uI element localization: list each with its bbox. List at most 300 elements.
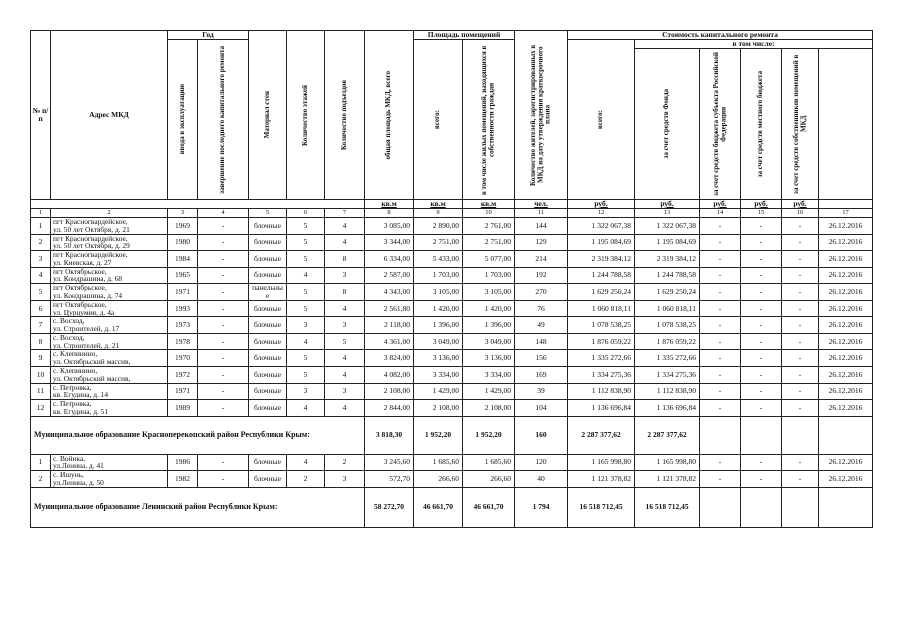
header-wall: Материал стен bbox=[249, 31, 287, 200]
row-floors: 4 bbox=[287, 454, 325, 471]
row-planned-date: 26.12.2016 bbox=[819, 333, 873, 350]
row-residential-area: 1 420,00 bbox=[463, 300, 515, 317]
row-cost-total: 1 876 059,22 bbox=[568, 333, 635, 350]
address-line-2: ул. 50 лет Октября, д. 21 bbox=[53, 224, 130, 234]
mun-cost-fund: 16 518 712,45 bbox=[635, 487, 700, 527]
header-area-residential: в том числе жилых помещений, находящихся в собственности граждан bbox=[463, 40, 515, 200]
row-planned-date: 26.12.2016 bbox=[819, 300, 873, 317]
row-floors: 4 bbox=[287, 267, 325, 284]
row-wall-material: блочные bbox=[249, 471, 287, 488]
row-cost-fund: 1 322 067,38 bbox=[635, 218, 700, 235]
mun-cost: 16 518 712,45 bbox=[568, 487, 635, 527]
row-wall-material: блочные bbox=[249, 350, 287, 367]
row-cost-local: - bbox=[741, 471, 782, 488]
row-cost-owners: - bbox=[782, 218, 819, 235]
address-line-2: ул. Кондрашина, д. 74 bbox=[53, 291, 123, 300]
row-year-operation: 1970 bbox=[168, 350, 198, 367]
row-cost-federal: - bbox=[700, 267, 741, 284]
column-numbers-row bbox=[31, 209, 873, 218]
row-cost-total: 1 195 084,69 bbox=[568, 234, 635, 251]
address-line-2: ул. Киевская, д. 27 bbox=[53, 257, 112, 267]
row-cost-fund: 1 136 696,84 bbox=[635, 400, 700, 417]
row-cost-federal: - bbox=[700, 251, 741, 268]
row-year-operation: 1978 bbox=[168, 333, 198, 350]
row-number: 4 bbox=[31, 267, 51, 284]
row-area: 5 433,00 bbox=[414, 251, 463, 268]
address-line-1: с. Войнка, bbox=[53, 454, 86, 463]
row-cost-total: 1 165 998,80 bbox=[568, 454, 635, 471]
row-entrances: 4 bbox=[325, 234, 365, 251]
row-cost-fund: 1 121 378,82 bbox=[635, 471, 700, 488]
row-floors: 3 bbox=[287, 317, 325, 334]
row-total-area: 3 085,00 bbox=[365, 218, 414, 235]
row-cost-federal: - bbox=[700, 471, 741, 488]
row-year-operation: 1965 bbox=[168, 267, 198, 284]
address-line-2: ул. Строителей, д. 21 bbox=[53, 340, 120, 350]
address-line-1: пгт Октябрьское, bbox=[53, 267, 107, 276]
row-area: 3 334,00 bbox=[414, 367, 463, 384]
row-address bbox=[51, 284, 168, 301]
row-residents: 104 bbox=[515, 400, 568, 417]
row-total-area: 4 082,00 bbox=[365, 367, 414, 384]
row-residential-area: 2 761,00 bbox=[463, 218, 515, 235]
row-planned-date: 26.12.2016 bbox=[819, 218, 873, 235]
row-residents: 192 bbox=[515, 267, 568, 284]
mun-cost: 2 287 377,62 bbox=[568, 416, 635, 454]
row-cost-fund: 1 335 272,66 bbox=[635, 350, 700, 367]
unit-cell: руб. bbox=[700, 200, 741, 209]
row-address bbox=[51, 218, 168, 235]
row-number: 7 bbox=[31, 317, 51, 334]
table-row bbox=[31, 300, 873, 317]
row-cost-local: - bbox=[741, 333, 782, 350]
row-cost-fund: 2 319 384,12 bbox=[635, 251, 700, 268]
row-address bbox=[51, 267, 168, 284]
mun-residential-area: 1 952,20 bbox=[463, 416, 515, 454]
row-floors: 5 bbox=[287, 350, 325, 367]
row-planned-date: 26.12.2016 bbox=[819, 383, 873, 400]
row-number: 11 bbox=[31, 383, 51, 400]
row-cost-federal: - bbox=[700, 400, 741, 417]
row-cost-owners: - bbox=[782, 333, 819, 350]
col-number: 16 bbox=[782, 209, 819, 218]
row-number: 6 bbox=[31, 300, 51, 317]
row-cost-federal: - bbox=[700, 333, 741, 350]
col-number: 13 bbox=[635, 209, 700, 218]
row-cost-owners: - bbox=[782, 234, 819, 251]
row-year-operation: 1973 bbox=[168, 317, 198, 334]
row-cost-fund: 1 165 998,80 bbox=[635, 454, 700, 471]
row-area: 3 136,00 bbox=[414, 350, 463, 367]
row-cost-federal: - bbox=[700, 234, 741, 251]
mun-total-area: 58 272,70 bbox=[365, 487, 414, 527]
row-address bbox=[51, 333, 168, 350]
row-planned-date: 26.12.2016 bbox=[819, 251, 873, 268]
row-residents: 129 bbox=[515, 234, 568, 251]
row-year-operation: 1993 bbox=[168, 300, 198, 317]
address-line-2: ул. Октябрьский массив, bbox=[53, 357, 131, 367]
row-total-area: 4 343,00 bbox=[365, 284, 414, 301]
col-number: 6 bbox=[287, 209, 325, 218]
header-year-group: Год bbox=[168, 31, 249, 40]
row-floors: 5 bbox=[287, 367, 325, 384]
row-address bbox=[51, 400, 168, 417]
row-last-repair: - bbox=[198, 400, 249, 417]
unit-cell: кв.м bbox=[365, 200, 414, 209]
header-cost-total: всего: bbox=[568, 40, 635, 200]
row-cost-owners: - bbox=[782, 367, 819, 384]
row-area: 1 703,00 bbox=[414, 267, 463, 284]
table-row bbox=[31, 317, 873, 334]
row-entrances: 3 bbox=[325, 267, 365, 284]
row-planned-date: 26.12.2016 bbox=[819, 234, 873, 251]
row-last-repair: - bbox=[198, 367, 249, 384]
header-cost-group: Стоимость капитального ремонта bbox=[568, 31, 873, 40]
row-cost-owners: - bbox=[782, 400, 819, 417]
address-line-1: пгт Красногвардейское, bbox=[53, 250, 128, 260]
row-cost-fund: 1 334 275,36 bbox=[635, 367, 700, 384]
row-area: 266,60 bbox=[414, 471, 463, 488]
table-row bbox=[31, 267, 873, 284]
row-year-operation: 1986 bbox=[168, 454, 198, 471]
table-body-krasnogvardeysky bbox=[31, 218, 873, 417]
row-last-repair: - bbox=[198, 234, 249, 251]
row-entrances: 2 bbox=[325, 454, 365, 471]
address-line-2: ул. Октябрьский массив, bbox=[53, 373, 131, 383]
row-address bbox=[51, 234, 168, 251]
row-residents: 76 bbox=[515, 300, 568, 317]
row-residential-area: 2 751,00 bbox=[463, 234, 515, 251]
header-total-area: общая площадь МКД, всего bbox=[365, 31, 414, 200]
table-row bbox=[31, 251, 873, 268]
row-number: 1 bbox=[31, 218, 51, 235]
table-row bbox=[31, 471, 873, 488]
unit-cell: чел. bbox=[515, 200, 568, 209]
col-number: 2 bbox=[51, 209, 168, 218]
mun-area: 1 952,20 bbox=[414, 416, 463, 454]
row-year-operation: 1989 bbox=[168, 400, 198, 417]
row-cost-fund: 1 876 059,22 bbox=[635, 333, 700, 350]
row-area: 2 751,00 bbox=[414, 234, 463, 251]
address-line-1: пгт Октябрьское, bbox=[53, 283, 107, 293]
address-line-2: ул. 50 лет Октября, д. 29 bbox=[53, 241, 130, 251]
address-line-2: кв. Егудина, д. 14 bbox=[53, 390, 109, 400]
row-cost-federal: - bbox=[700, 367, 741, 384]
mun-total-area: 3 818,30 bbox=[365, 416, 414, 454]
row-wall-material: блочные bbox=[249, 267, 287, 284]
address-line-1: с. Петровка, bbox=[53, 399, 92, 409]
row-last-repair: - bbox=[198, 300, 249, 317]
row-cost-federal: - bbox=[700, 383, 741, 400]
row-address bbox=[51, 300, 168, 317]
row-cost-local: - bbox=[741, 400, 782, 417]
row-area: 3 049,00 bbox=[414, 333, 463, 350]
row-cost-federal: - bbox=[700, 350, 741, 367]
row-total-area: 2 118,00 bbox=[365, 317, 414, 334]
row-year-operation: 1969 bbox=[168, 218, 198, 235]
row-total-area: 3 344,00 bbox=[365, 234, 414, 251]
row-cost-fund: 1 629 250,24 bbox=[635, 284, 700, 301]
row-entrances: 3 bbox=[325, 471, 365, 488]
table-body-krasnoperekopsky bbox=[31, 454, 873, 487]
row-floors: 5 bbox=[287, 234, 325, 251]
capital-repair-table bbox=[30, 30, 873, 528]
row-number: 2 bbox=[31, 234, 51, 251]
col-number: 1 bbox=[31, 209, 51, 218]
row-wall-material: блочные bbox=[249, 234, 287, 251]
row-wall-material: блочные bbox=[249, 317, 287, 334]
row-cost-federal: - bbox=[700, 454, 741, 471]
row-cost-local: - bbox=[741, 317, 782, 334]
address-line-1: с. Восход, bbox=[53, 316, 85, 326]
row-area: 3 105,00 bbox=[414, 284, 463, 301]
row-cost-fund: 1 112 838,90 bbox=[635, 383, 700, 400]
row-planned-date: 26.12.2016 bbox=[819, 471, 873, 488]
unit-cell: кв.м bbox=[463, 200, 515, 209]
row-cost-owners: - bbox=[782, 267, 819, 284]
header-cost-owners: за счет средств собственников помещений в МКД bbox=[782, 49, 819, 200]
header-cost-local: за счет средств местного бюджета bbox=[741, 49, 782, 200]
municipality-row-1 bbox=[31, 416, 873, 454]
row-cost-local: - bbox=[741, 284, 782, 301]
col-number: 8 bbox=[365, 209, 414, 218]
row-entrances: 4 bbox=[325, 367, 365, 384]
header-year-last-repair: завершение последнего капитального ремонта bbox=[198, 40, 249, 200]
row-number: 1 bbox=[31, 454, 51, 471]
row-last-repair: - bbox=[198, 471, 249, 488]
address-line-1: с. Восход, bbox=[53, 333, 85, 342]
row-cost-total: 1 244 788,58 bbox=[568, 267, 635, 284]
row-cost-federal: - bbox=[700, 317, 741, 334]
row-residential-area: 3 136,00 bbox=[463, 350, 515, 367]
row-cost-local: - bbox=[741, 300, 782, 317]
row-cost-federal: - bbox=[700, 284, 741, 301]
unit-cell: руб. bbox=[635, 200, 700, 209]
row-planned-date: 26.12.2016 bbox=[819, 454, 873, 471]
row-number: 9 bbox=[31, 350, 51, 367]
row-wall-material: блочные bbox=[249, 218, 287, 235]
row-cost-owners: - bbox=[782, 284, 819, 301]
header-year-operation: ввода в эксплуатацию bbox=[168, 40, 198, 200]
row-residential-area: 2 108,00 bbox=[463, 400, 515, 417]
col-number: 9 bbox=[414, 209, 463, 218]
unit-cell: руб. bbox=[568, 200, 635, 209]
table-row bbox=[31, 218, 873, 235]
row-total-area: 2 561,80 bbox=[365, 300, 414, 317]
table-row bbox=[31, 284, 873, 301]
row-year-operation: 1972 bbox=[168, 367, 198, 384]
row-entrances: 8 bbox=[325, 251, 365, 268]
address-line-1: пгт Октябрьское, bbox=[53, 300, 107, 309]
row-residential-area: 5 077,00 bbox=[463, 251, 515, 268]
row-last-repair: - bbox=[198, 284, 249, 301]
row-residents: 40 bbox=[515, 471, 568, 488]
mun-area: 46 661,70 bbox=[414, 487, 463, 527]
mun-cost-fund: 2 287 377,62 bbox=[635, 416, 700, 454]
unit-cell: руб. bbox=[782, 200, 819, 209]
header-area-all: всего: bbox=[414, 40, 463, 200]
table-row bbox=[31, 383, 873, 400]
row-total-area: 2 108,00 bbox=[365, 383, 414, 400]
row-entrances: 4 bbox=[325, 350, 365, 367]
row-entrances: 4 bbox=[325, 218, 365, 235]
municipality-label: Муниципальное образование Красноперекопский район Республики Крым: bbox=[31, 416, 365, 454]
row-last-repair: - bbox=[198, 317, 249, 334]
col-number: 12 bbox=[568, 209, 635, 218]
header-area-group: Площадь помещений bbox=[414, 31, 515, 40]
col-number: 3 bbox=[168, 209, 198, 218]
row-cost-total: 1 335 272,66 bbox=[568, 350, 635, 367]
row-year-operation: 1971 bbox=[168, 383, 198, 400]
row-floors: 4 bbox=[287, 400, 325, 417]
row-residents: 49 bbox=[515, 317, 568, 334]
row-area: 2 108,00 bbox=[414, 400, 463, 417]
row-number: 5 bbox=[31, 284, 51, 301]
address-line-2: ул.Ленина, д. 50 bbox=[53, 477, 104, 487]
row-residential-area: 1 396,00 bbox=[463, 317, 515, 334]
header-including: в том числе: bbox=[635, 40, 873, 49]
header-entrances: Количество подъездов bbox=[325, 31, 365, 200]
row-last-repair: - bbox=[198, 267, 249, 284]
row-cost-total: 1 121 378,82 bbox=[568, 471, 635, 488]
address-line-2: кв. Егудина, д. 51 bbox=[53, 406, 109, 416]
row-floors: 2 bbox=[287, 471, 325, 488]
unit-cell: руб. bbox=[741, 200, 782, 209]
row-cost-total: 2 319 384,12 bbox=[568, 251, 635, 268]
mun-residents: 1 794 bbox=[515, 487, 568, 527]
row-planned-date: 26.12.2016 bbox=[819, 367, 873, 384]
row-area: 1 685,60 bbox=[414, 454, 463, 471]
row-last-repair: - bbox=[198, 383, 249, 400]
mun-residential-area: 46 661,70 bbox=[463, 487, 515, 527]
row-residential-area: 1 703,00 bbox=[463, 267, 515, 284]
municipality-row-2 bbox=[31, 487, 873, 527]
row-planned-date: 26.12.2016 bbox=[819, 267, 873, 284]
row-cost-owners: - bbox=[782, 383, 819, 400]
row-address bbox=[51, 251, 168, 268]
row-total-area: 6 334,00 bbox=[365, 251, 414, 268]
table-row bbox=[31, 454, 873, 471]
col-number: 4 bbox=[198, 209, 249, 218]
row-wall-material: блочные bbox=[249, 300, 287, 317]
row-number: 3 bbox=[31, 251, 51, 268]
table-row bbox=[31, 400, 873, 417]
row-total-area: 2 844,00 bbox=[365, 400, 414, 417]
address-line-2: ул. Цурцумия, д. 4а bbox=[53, 307, 115, 317]
row-cost-local: - bbox=[741, 383, 782, 400]
row-cost-federal: - bbox=[700, 300, 741, 317]
col-number: 7 bbox=[325, 209, 365, 218]
row-cost-local: - bbox=[741, 367, 782, 384]
row-entrances: 8 bbox=[325, 284, 365, 301]
row-cost-local: - bbox=[741, 234, 782, 251]
row-residents: 169 bbox=[515, 367, 568, 384]
row-total-area: 572,70 bbox=[365, 471, 414, 488]
row-entrances: 4 bbox=[325, 400, 365, 417]
address-line-2: ул.Ленина, д. 41 bbox=[53, 461, 104, 471]
row-cost-local: - bbox=[741, 350, 782, 367]
address-line-1: с. Клепинино, bbox=[53, 366, 98, 375]
units-row bbox=[31, 200, 873, 209]
row-cost-owners: - bbox=[782, 300, 819, 317]
row-cost-total: 1 112 838,90 bbox=[568, 383, 635, 400]
row-last-repair: - bbox=[198, 251, 249, 268]
row-entrances: 3 bbox=[325, 317, 365, 334]
col-number: 17 bbox=[819, 209, 873, 218]
row-last-repair: - bbox=[198, 333, 249, 350]
row-entrances: 5 bbox=[325, 333, 365, 350]
row-residents: 39 bbox=[515, 383, 568, 400]
row-number: 10 bbox=[31, 367, 51, 384]
row-cost-total: 1 629 250,24 bbox=[568, 284, 635, 301]
row-cost-owners: - bbox=[782, 251, 819, 268]
row-residents: 144 bbox=[515, 218, 568, 235]
row-number: 8 bbox=[31, 333, 51, 350]
row-cost-local: - bbox=[741, 454, 782, 471]
row-area: 2 890,00 bbox=[414, 218, 463, 235]
row-cost-total: 1 060 818,11 bbox=[568, 300, 635, 317]
row-floors: 5 bbox=[287, 251, 325, 268]
row-residential-area: 3 334,00 bbox=[463, 367, 515, 384]
row-address bbox=[51, 350, 168, 367]
address-line-1: с. Ишунь, bbox=[53, 470, 84, 480]
row-residents: 156 bbox=[515, 350, 568, 367]
row-planned-date: 26.12.2016 bbox=[819, 317, 873, 334]
row-floors: 5 bbox=[287, 218, 325, 235]
row-area: 1 396,00 bbox=[414, 317, 463, 334]
row-wall-material: блочные bbox=[249, 400, 287, 417]
row-total-area: 3 245,60 bbox=[365, 454, 414, 471]
row-total-area: 3 824,00 bbox=[365, 350, 414, 367]
row-total-area: 4 361,00 bbox=[365, 333, 414, 350]
row-cost-owners: - bbox=[782, 471, 819, 488]
table-row bbox=[31, 367, 873, 384]
table-row bbox=[31, 234, 873, 251]
row-year-operation: 1984 bbox=[168, 251, 198, 268]
col-number: 5 bbox=[249, 209, 287, 218]
header-cost-fund: за счет средств Фонда bbox=[635, 49, 700, 200]
row-planned-date: 26.12.2016 bbox=[819, 350, 873, 367]
row-address bbox=[51, 317, 168, 334]
row-wall-material: блочные bbox=[249, 367, 287, 384]
row-floors: 5 bbox=[287, 300, 325, 317]
row-planned-date: 26.12.2016 bbox=[819, 400, 873, 417]
row-residential-area: 266,60 bbox=[463, 471, 515, 488]
header-address: Адрес МКД bbox=[51, 31, 168, 200]
row-cost-owners: - bbox=[782, 317, 819, 334]
row-residents: 120 bbox=[515, 454, 568, 471]
row-address bbox=[51, 471, 168, 488]
header-residents: Количество жителей, зарегистрированных в МКД на дату утверждения краткосрочного плана bbox=[515, 31, 568, 200]
row-cost-total: 1 334 275,36 bbox=[568, 367, 635, 384]
col-number: 15 bbox=[741, 209, 782, 218]
row-number: 2 bbox=[31, 471, 51, 488]
row-residents: 270 bbox=[515, 284, 568, 301]
table-row bbox=[31, 333, 873, 350]
row-last-repair: - bbox=[198, 350, 249, 367]
row-cost-total: 1 136 696,84 bbox=[568, 400, 635, 417]
row-address bbox=[51, 383, 168, 400]
municipality-label: Муниципальное образование Ленинский район Республики Крым: bbox=[31, 487, 365, 527]
col-number: 11 bbox=[515, 209, 568, 218]
row-residential-area: 3 105,00 bbox=[463, 284, 515, 301]
row-cost-fund: 1 060 818,11 bbox=[635, 300, 700, 317]
address-line-2: ул. Кондрашина, д. 68 bbox=[53, 274, 123, 284]
row-floors: 4 bbox=[287, 333, 325, 350]
row-cost-total: 1 322 067,38 bbox=[568, 218, 635, 235]
row-floors: 5 bbox=[287, 284, 325, 301]
mun-residents: 160 bbox=[515, 416, 568, 454]
